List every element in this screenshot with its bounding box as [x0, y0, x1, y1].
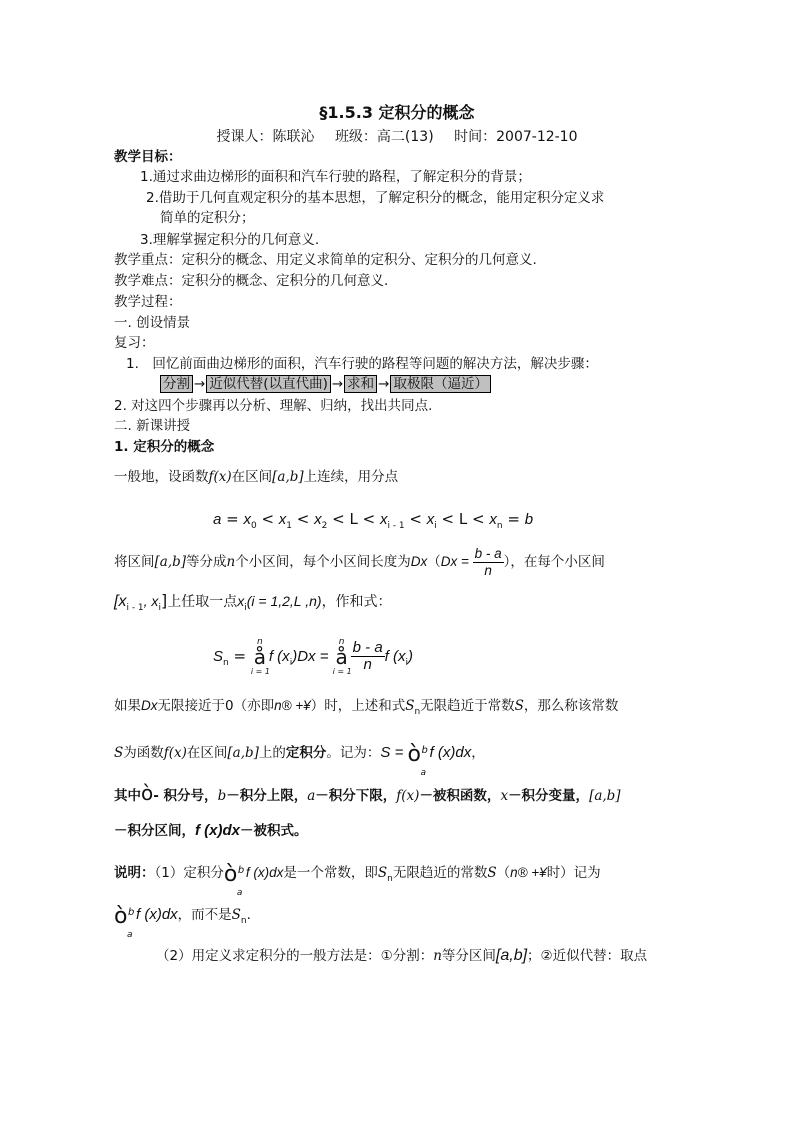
math-sub: i: [405, 658, 409, 668]
math-op: <: [404, 510, 427, 528]
math-s: S: [487, 865, 497, 881]
math-interval: [x: [114, 593, 127, 610]
math-s: S: [231, 907, 241, 923]
sigma-sum: [251, 637, 269, 677]
text: 在区间: [231, 469, 273, 485]
math-interval: [a,b]: [227, 745, 259, 761]
key-points: 教学重点：定积分的概念、用定义求简单的定积分、定积分的几何意义.: [114, 252, 537, 268]
note-2: [156, 947, 647, 965]
paragraph-notation-2: [114, 822, 308, 840]
sigma-lower: i = 1: [250, 666, 270, 676]
math-s: S: [405, 698, 415, 714]
math-fx: f (x: [268, 648, 290, 665]
term-definite-integral: 定积分: [285, 745, 327, 761]
math-sub: 2: [321, 521, 328, 531]
text: （: [496, 865, 511, 881]
math-fx: f(x): [396, 788, 420, 804]
text: 等分区间: [441, 948, 496, 964]
math-x: , x: [143, 593, 159, 609]
math-sub: n: [496, 521, 503, 531]
math-op: =: [502, 510, 525, 528]
text: ，而不是: [177, 907, 232, 923]
step-box-4: 取极限（逼近）: [390, 375, 491, 393]
step-box-2: 近似代替(以直代曲): [206, 375, 331, 393]
math-op: <: [327, 510, 350, 528]
arrow-icon: →: [331, 376, 344, 392]
text: 将区间: [114, 554, 155, 570]
math-sub: n: [223, 658, 229, 668]
math-interval: [a,b]: [272, 469, 304, 485]
math-dx: Dx: [410, 554, 428, 569]
sigma-upper: n: [338, 636, 345, 647]
math-sub: n: [387, 874, 393, 884]
text: 一般地，设函数: [114, 469, 209, 485]
text: .: [246, 907, 251, 923]
math-a: a: [307, 788, 316, 804]
math-op: <: [436, 510, 459, 528]
fraction: [351, 640, 385, 673]
math-fx: f (x: [384, 648, 406, 665]
fraction: [473, 546, 504, 579]
math-limit: n® +¥: [510, 865, 547, 880]
math-bracket: ]: [160, 591, 168, 610]
math-bracket: ): [408, 648, 414, 665]
math-range: (i = 1,2,L ,n): [246, 593, 322, 609]
sigma-symbol: å: [253, 644, 266, 669]
sigma-sum: [333, 637, 351, 677]
math-ellipsis: L: [458, 510, 468, 528]
math-n: n: [226, 554, 236, 570]
paragraph-definition-4: [114, 697, 618, 717]
integral-sign: [114, 900, 136, 940]
integral-symbol: ò: [407, 742, 421, 767]
text: 是一个常数，即: [283, 865, 378, 881]
math-s: S: [114, 745, 124, 761]
math-interval: [a,b]: [495, 947, 528, 964]
review-heading: 复习：: [114, 335, 155, 351]
text: 如果: [114, 698, 141, 714]
integral-symbol: ò: [223, 862, 238, 887]
goal-item-3: 3.理解掌握定积分的几何意义.: [140, 232, 320, 248]
sigma-lower: i = 1: [332, 666, 352, 676]
text: ），在每个小区间: [503, 554, 605, 570]
arrow-icon: →: [378, 376, 390, 392]
text: ；②近似代替：取点: [527, 948, 648, 964]
math-b: b: [217, 788, 227, 804]
math-s: S: [514, 698, 524, 714]
math-integrand: f (x)dx: [195, 822, 240, 839]
math-dx: Dx: [141, 698, 158, 713]
process-heading: 教学过程：: [114, 294, 182, 310]
math-dx: )Dx =: [292, 648, 333, 665]
step-box-3: 求和: [344, 375, 377, 393]
goal-item-2-cont: 简单的定积分；: [160, 210, 255, 226]
fraction-denominator: n: [484, 562, 492, 578]
math-sub: i: [158, 603, 161, 613]
note-1-cont: [114, 900, 251, 940]
integral-upper: b: [421, 745, 428, 756]
text: ，: [471, 745, 485, 761]
math-x: x: [237, 593, 245, 609]
math-x: x: [489, 511, 497, 528]
math-sub: n: [414, 707, 421, 717]
math-sub: 1: [286, 521, 293, 531]
partition-formula: [213, 510, 533, 531]
math-dx: Dx =: [440, 554, 473, 569]
text: 个小区间，每个小区间长度为: [235, 554, 411, 570]
paragraph-definition-5: [114, 738, 485, 778]
time-label: 时间：2007-12-10: [454, 129, 578, 145]
teacher-label: 授课人：陈联沁: [216, 129, 315, 145]
math-op: <: [256, 510, 279, 528]
text: 无限接近于0（亦即: [157, 698, 275, 714]
math-sub: i: [244, 603, 247, 613]
text: －积分区间，: [114, 823, 195, 839]
math-ellipsis: L: [349, 510, 358, 528]
arrow-icon: →: [194, 376, 206, 392]
text: 等分成: [186, 554, 227, 570]
math-op: <: [292, 510, 315, 528]
math-interval: [a,b]: [589, 788, 621, 804]
integral-upper: b: [128, 907, 135, 918]
text: （: [427, 554, 441, 570]
step-box-1: 分割: [160, 375, 193, 393]
math-x: x: [278, 511, 287, 528]
text: 无限趋近于常数: [420, 698, 515, 714]
sum-formula: [213, 636, 413, 679]
integral-lower: a: [236, 888, 243, 898]
paragraph-notation-1: [114, 781, 621, 808]
math-sub: i: [434, 521, 437, 531]
math-x: x: [500, 788, 509, 804]
math-n: n: [433, 948, 442, 964]
text: ，那么称该常数: [523, 698, 619, 714]
sigma-symbol: å: [335, 644, 348, 669]
paragraph-definition-2: [114, 545, 605, 579]
math-fx: f(x): [208, 469, 232, 485]
note-1: [114, 858, 601, 898]
integral-lower: a: [420, 768, 427, 778]
integral-sign: [223, 858, 246, 898]
math-sub: i - 1: [126, 603, 144, 613]
text: 上连续，用分点: [303, 469, 399, 485]
sigma-upper: n: [256, 636, 263, 647]
paragraph-definition-1: [114, 468, 398, 486]
math-x: x: [379, 511, 388, 528]
section-1-heading: 一. 创设情景: [114, 315, 191, 331]
math-op: <: [357, 510, 380, 528]
text: 在区间: [186, 745, 228, 761]
text: ，作和式：: [321, 594, 392, 610]
math-interval: [a,b]: [154, 554, 187, 570]
integral-symbol: ò: [114, 904, 128, 929]
review-item-2: 2. 对这四个步骤再以分析、理解、归纳，找出共同点.: [114, 398, 433, 414]
math-b: b: [524, 511, 534, 528]
text: 上任取一点: [167, 594, 238, 610]
integral-sign: [407, 738, 430, 778]
goals-heading: 教学目标：: [114, 149, 182, 165]
subsection-1-heading: 1. 定积分的概念: [114, 439, 215, 455]
math-integrand: f (x)dx: [245, 865, 284, 880]
section-2-heading: 二. 新课讲授: [114, 418, 191, 434]
text: - 积分号，: [153, 788, 218, 804]
text: －被积函数，: [419, 788, 501, 804]
math-sub: i - 1: [387, 521, 405, 531]
text: 为函数: [123, 745, 164, 761]
note-label: 说明：: [114, 865, 155, 881]
math-s: S: [213, 648, 224, 665]
math-sub: n: [240, 916, 247, 926]
text: －被积式。: [240, 823, 308, 839]
math-integrand: f (x)dx: [136, 906, 178, 923]
text: 其中: [114, 788, 141, 804]
steps-flow: [160, 375, 491, 393]
review-item-1: 1. 回忆前面曲边梯形的面积，汽车行驶的路程等问题的解决方法，解决步骤：: [126, 356, 598, 372]
text: 无限趋近的常数: [392, 865, 488, 881]
math-x: x: [426, 511, 435, 528]
math-s: S =: [380, 744, 408, 761]
text: －积分上限，: [226, 788, 308, 804]
fraction-numerator: b - a: [474, 545, 502, 561]
class-label: 班级：高二(13): [334, 129, 434, 145]
math-sub: 0: [250, 521, 257, 531]
text: 。记为：: [326, 745, 381, 761]
integral-upper: b: [237, 865, 245, 876]
math-limit: n® +¥: [274, 698, 311, 713]
math-s: S: [377, 865, 388, 881]
text: 时）记为: [546, 865, 601, 881]
math-x: x: [314, 511, 322, 528]
math-op: =: [228, 647, 251, 665]
math-a: a: [213, 511, 222, 528]
math-fx: f(x): [163, 745, 187, 761]
integral-lower: a: [127, 930, 133, 940]
math-x: x: [243, 511, 251, 528]
goal-item-1: 1.通过求曲边梯形的面积和汽车行驶的路程，了解定积分的背景；: [140, 169, 531, 185]
text: ）时，上述和式: [310, 698, 406, 714]
integral-symbol: ò: [141, 781, 154, 805]
fraction-denominator: n: [363, 656, 372, 673]
text: 上的: [258, 745, 286, 761]
math-integrand: f (x)dx: [429, 744, 472, 761]
paragraph-definition-3: [114, 592, 392, 613]
text: －积分变量，: [508, 788, 590, 804]
text: （1）定积分: [154, 865, 224, 881]
text: －积分下限，: [315, 788, 397, 804]
text: （2）用定义求定积分的一般方法是：①分割：: [156, 948, 434, 964]
goal-item-2: 2.借助于几何直观定积分的基本思想，了解定积分的概念，能用定积分定义求: [146, 190, 605, 206]
math-sub: i: [289, 658, 293, 668]
difficulties: 教学难点：定积分的概念、定积分的几何意义.: [114, 273, 389, 289]
lesson-meta: [0, 126, 794, 146]
lesson-title: §1.5.3 定积分的概念: [319, 103, 475, 122]
math-op: =: [221, 510, 244, 528]
fraction-numerator: b - a: [352, 639, 383, 656]
math-op: <: [467, 510, 490, 528]
